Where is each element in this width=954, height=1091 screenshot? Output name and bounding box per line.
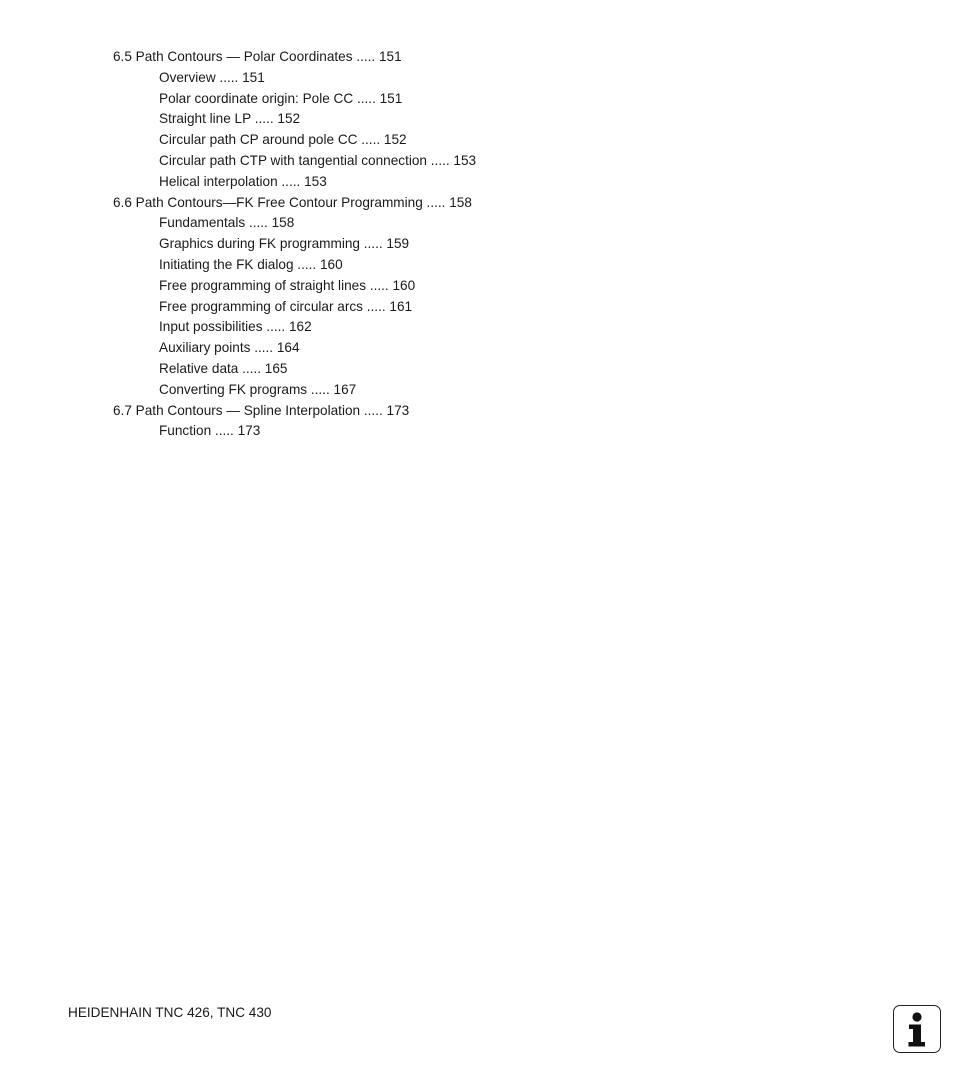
- toc-subsection-relative-data[interactable]: Relative data ..... 165: [159, 360, 288, 376]
- toc-subsection-straight-line-lp[interactable]: Straight line LP ..... 152: [159, 111, 301, 127]
- toc-subsection-straight-lines[interactable]: Free programming of straight lines ..... 160: [159, 277, 416, 293]
- toc-subsection-circular-path-ctp[interactable]: Circular path CTP with tangential connection ..... 153: [159, 152, 477, 168]
- toc-subsection-auxiliary-points[interactable]: Auxiliary points ..... 164: [159, 340, 300, 356]
- toc-subsection-circular-arcs[interactable]: Free programming of circular arcs ..... 161: [159, 298, 413, 314]
- toc-subsection-helical-interpolation[interactable]: Helical interpolation ..... 153: [159, 173, 327, 189]
- toc-subsection-converting-fk[interactable]: Converting FK programs ..... 167: [159, 381, 357, 397]
- toc-subsection-overview[interactable]: Overview ..... 151: [159, 69, 265, 85]
- toc-subsection-function[interactable]: Function ..... 173: [159, 423, 261, 439]
- toc-subsection-graphics-fk[interactable]: Graphics during FK programming ..... 159: [159, 236, 410, 252]
- toc-section-6-6[interactable]: 6.6 Path Contours—FK Free Contour Programming ..... 158: [113, 194, 472, 210]
- toc-subsection-pole-cc[interactable]: Polar coordinate origin: Pole CC ..... 151: [159, 90, 403, 106]
- toc-subsection-input-possibilities[interactable]: Input possibilities ..... 162: [159, 319, 312, 335]
- toc-section-6-7[interactable]: 6.7 Path Contours — Spline Interpolation ..... 173: [113, 402, 410, 418]
- table-of-contents: [0, 47, 954, 442]
- toc-section-6-5[interactable]: 6.5 Path Contours — Polar Coordinates ..... 151: [113, 49, 402, 64]
- toc-subsection-initiating-fk[interactable]: Initiating the FK dialog ..... 160: [159, 256, 343, 272]
- info-icon: [893, 1005, 941, 1053]
- footer-product-name: HEIDENHAIN TNC 426, TNC 430: [68, 1005, 272, 1020]
- toc-subsection-circular-path-cp[interactable]: Circular path CP around pole CC ..... 152: [159, 132, 407, 148]
- toc-subsection-fundamentals[interactable]: Fundamentals ..... 158: [159, 215, 295, 231]
